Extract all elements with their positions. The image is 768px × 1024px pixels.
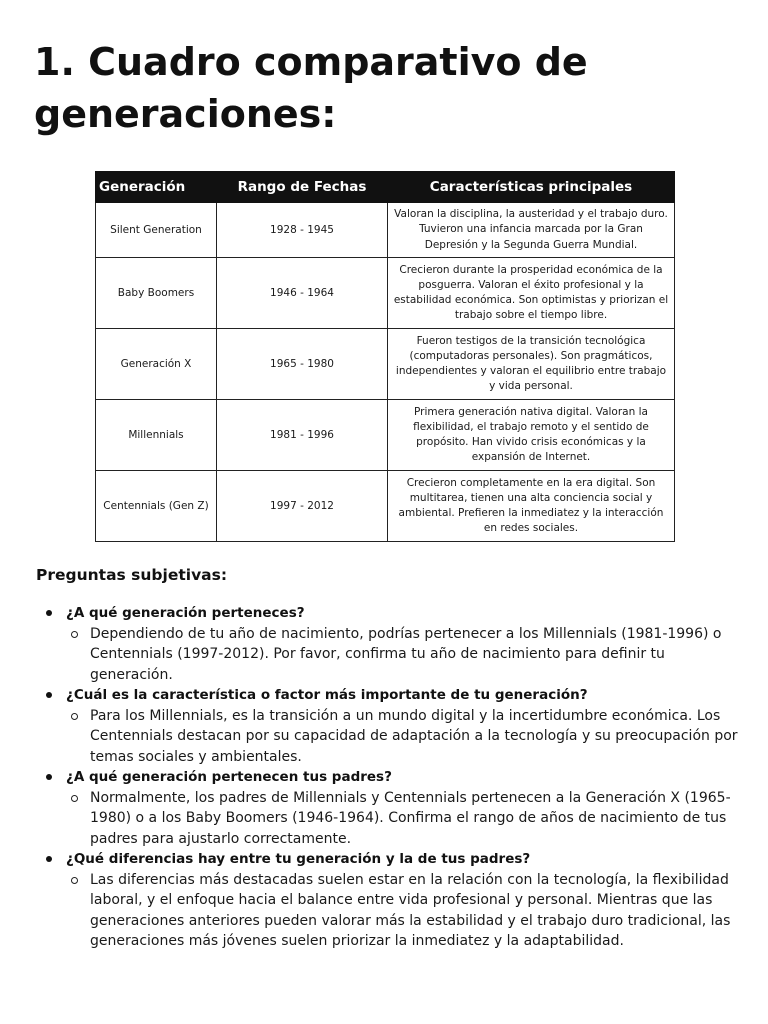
circle-bullet-icon [71,713,78,720]
bullet-icon [46,774,52,780]
header-characteristics: Características principales [388,172,675,203]
header-date-range: Rango de Fechas [217,172,388,203]
description-cell: Crecieron durante la prosperidad económica de la posguerra. Valoran el éxito profesional y la estabilidad económica. Son optimistas y priorizan el trabajo sobre el tiempo libre. [388,258,675,329]
table-row [96,329,675,400]
header-generation: Generación [96,172,217,203]
question-item [0,603,768,685]
answer-text: Normalmente, los padres de Millennials y Centennials pertenecen a la Generación X (1965-1980) o a los Baby Boomers (1946-1964). Confirma el rango de años de nacimiento de tus padres para ajustarlo correctamente. [90,789,731,847]
question-item [0,849,768,952]
question-item [0,767,768,849]
question-text: ¿A qué generación pertenecen tus padres? [66,769,392,785]
generation-cell: Silent Generation [96,203,217,258]
question-text: ¿Cuál es la característica o factor más importante de tu generación? [66,687,588,703]
generation-cell: Baby Boomers [96,258,217,329]
circle-bullet-icon [71,631,78,638]
table-row [96,203,675,258]
circle-bullet-icon [71,877,78,884]
answer-item [66,706,738,768]
description-cell: Valoran la disciplina, la austeridad y el trabajo duro. Tuvieron una infancia marcada por la Gran Depresión y la Segunda Guerra Mundial. [388,203,675,258]
bullet-icon [46,692,52,698]
table-row [96,400,675,471]
table-row [96,258,675,329]
generation-cell: Generación X [96,329,217,400]
circle-bullet-icon [71,795,78,802]
description-cell: Crecieron completamente en la era digital. Son multitarea, tienen una alta conciencia social y ambiental. Prefieren la inmediatez y la interacción en redes sociales. [388,471,675,542]
answer-item [66,870,738,952]
table-row [96,471,675,542]
bullet-icon [46,610,52,616]
answer-text: Para los Millennials, es la transición a un mundo digital y la incertidumbre económica. Los Centennials destacan por su capacidad de adaptación a la tecnología y su preocupación por temas sociales y ambientales. [90,707,738,765]
range-cell: 1928 - 1945 [217,203,388,258]
generation-cell: Centennials (Gen Z) [96,471,217,542]
range-cell: 1997 - 2012 [217,471,388,542]
answer-text: Las diferencias más destacadas suelen estar en la relación con la tecnología, la flexibilidad laboral, y el enfoque hacia el balance entre vida profesional y personal. Mientras que las generaciones anteriores pueden valorar más la estabilidad y el trabajo duro tradicional, las generaciones más jóvenes suelen priorizar la inmediatez y la adaptabilidad. [90,871,731,949]
question-text: ¿A qué generación perteneces? [66,605,305,621]
bullet-icon [46,856,52,862]
question-item [0,685,768,767]
subjective-questions-heading: Preguntas subjetivas: [36,566,228,584]
description-cell: Primera generación nativa digital. Valoran la flexibilidad, el trabajo remoto y el sentido de propósito. Han vivido crisis económicas y la expansión de Internet. [388,400,675,471]
answer-text: Dependiendo de tu año de nacimiento, podrías pertenecer a los Millennials (1981-1996) o Centennials (1997-2012). Por favor, confirma tu año de nacimiento para definir tu generación. [90,625,722,683]
range-cell: 1965 - 1980 [217,329,388,400]
answer-item [66,624,738,686]
description-cell: Fueron testigos de la transición tecnológica (computadoras personales). Son pragmáticos, independientes y valoran el equilibrio entre trabajo y vida personal. [388,329,675,400]
answer-item [66,788,738,850]
question-text: ¿Qué diferencias hay entre tu generación y la de tus padres? [66,851,531,867]
page-title: 1. Cuadro comparativo de generaciones: [34,40,588,136]
range-cell: 1981 - 1996 [217,400,388,471]
questions-list [0,603,768,952]
range-cell: 1946 - 1964 [217,258,388,329]
table-header-row [96,172,675,203]
generation-cell: Millennials [96,400,217,471]
generations-table [95,171,675,542]
